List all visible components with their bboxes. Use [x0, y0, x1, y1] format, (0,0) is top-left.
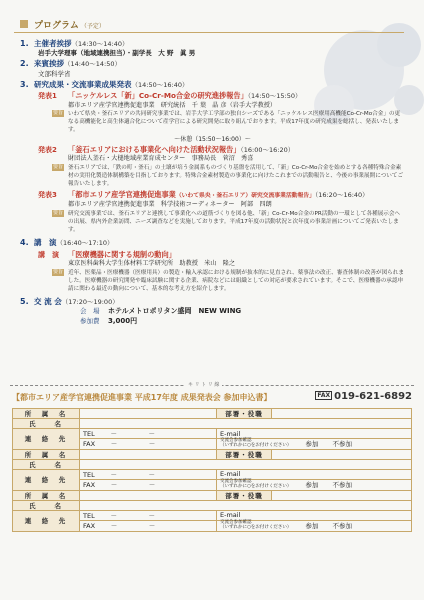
presentation-title: 「ニッケルレス「新」Co-Cr-Mo合金の研究進捗報告」 — [68, 90, 248, 100]
form-row-org — [13, 409, 412, 419]
item-3 — [20, 79, 405, 90]
name-label: 氏 名 — [13, 419, 80, 429]
summary-tag: 要旨 — [53, 268, 64, 275]
form-row-contact — [13, 469, 412, 479]
contact-label: 連 絡 先 — [13, 510, 80, 531]
fax-icon: FAX — [317, 392, 331, 399]
form-row-name — [13, 459, 412, 469]
dash: － — [148, 440, 156, 449]
program-header — [14, 18, 404, 33]
not-attend-option[interactable]: 不参加 — [332, 521, 352, 530]
org-label: 所 属 名 — [13, 490, 80, 500]
program-title: プログラム — [34, 21, 79, 31]
item-time: （14:30～14:40） — [71, 40, 129, 48]
reception-check-note: （いずれかに○をお付けください） — [220, 443, 292, 448]
tel-label: TEL — [83, 511, 95, 520]
dash: － — [148, 430, 155, 438]
presenter-affiliation: 都市エリア産学官連携促進事業 研究統括 千 葉 晶 彦（岩手大学教授） — [68, 101, 277, 109]
lecturer-affiliation: 東京医科歯科大学生体材料工学研究所 助教授 米山 隆之 — [68, 260, 236, 268]
item-detail: 岩手大学理事（地域連携担当）・副学長 大 野 眞 男 — [38, 49, 196, 58]
item-5 — [20, 296, 405, 327]
name-input[interactable] — [80, 500, 412, 510]
lecture-title: 「医療機器に関する規制の動向」 — [68, 249, 176, 259]
reception-check-label: 交流会参加確認 — [220, 438, 252, 444]
presentation-label: 発表3 — [38, 191, 57, 200]
summary-tag: 要旨 — [53, 110, 64, 117]
org-label: 所 属 名 — [13, 409, 80, 419]
presenter-affiliation: 財団法人釜石・大槌地域産業育成センター 事務局長 菅沼 秀喜 — [68, 155, 254, 163]
presentation-summary: 釜石エリアでは、「鉄の町・釜石」の土壌が培う金属系ものづくり基盤を活用して、「新」Co-Cr-Mo合金を始めとする各種特殊合金素材の実用化製造体制構築を目指しております。特殊合金素材製造の事業化に向けたこれまでの活動報告と、今後の事業展開についてご報告いたします。 — [68, 164, 404, 188]
venue-value: ホテルメトロポリタン盛岡 NEW WING — [108, 307, 242, 316]
reception-check[interactable] — [217, 439, 412, 450]
presentation-summary: 研究交流事業では、釜石エリアと連携して事業化への道筋づくりを図る他、「新」Co-Cr-Mo合金のPR活動の一環として各種展示会への出展、県内外企業訪問、ニーズ調査などを実施しております。平成17年度の活動状況と次年度の事業計画についてご発表いたします。 — [68, 210, 401, 234]
email-label: E-mail — [220, 470, 241, 479]
fee-label: 参加費 — [80, 317, 100, 326]
attend-option[interactable]: 参加 — [305, 480, 319, 489]
item-title: 研究成果・交流事業成果発表 — [34, 79, 132, 89]
item-number: 4. — [20, 238, 29, 248]
dash: － — [110, 522, 118, 531]
name-label: 氏 名 — [13, 459, 80, 469]
form-row-org — [13, 449, 412, 459]
item-title: 講 演 — [34, 238, 57, 248]
contact-label: 連 絡 先 — [13, 469, 80, 490]
dept-label: 部署・役職 — [217, 449, 272, 459]
item-title: 来賓挨拶 — [34, 59, 64, 69]
email-field[interactable] — [217, 510, 412, 520]
attend-option[interactable]: 参加 — [305, 440, 319, 448]
item-1 — [20, 38, 405, 58]
dept-label: 部署・役職 — [217, 490, 272, 500]
reception-check-note: （いずれかに○をお付けください） — [220, 483, 292, 489]
program-body — [20, 38, 405, 327]
fax-number: 019-621-6892 — [334, 391, 412, 402]
dept-input[interactable] — [272, 449, 412, 459]
tel-field[interactable] — [80, 429, 217, 439]
form-title: 【都市エリア産学官連携促進事業 平成17年度 成果発表会 参加申込書】 — [12, 393, 272, 402]
reception-check-note: （いずれかに○をお付けください） — [220, 524, 292, 530]
dash: － — [148, 481, 156, 490]
lecture-summary: 近年、医薬品・医療機器（医療用具）の製造・輸入承認における規制が抜本的に見直され、薬事法の改正、審査体制の改善が図られました。医療機器の研究開発や臨床試験に関する企業、病院などには組織としての対応が要求されています。そこで、医療機器の承認申請に関わる最近の動向について、基本的な考え方を紹介します。 — [68, 269, 404, 292]
summary-tag: 要旨 — [53, 209, 64, 216]
dept-label: 部署・役職 — [217, 409, 272, 419]
item-number: 3. — [20, 79, 29, 89]
dash: － — [110, 481, 118, 490]
reception-check-label: 交流会参加確認 — [220, 479, 252, 484]
presentation-2 — [20, 145, 405, 189]
item-2 — [20, 58, 405, 78]
lecture-label: 講 演 — [38, 250, 59, 259]
name-label: 氏 名 — [13, 500, 80, 510]
form-row-contact — [13, 429, 412, 439]
item-title: 主催者挨拶 — [34, 39, 72, 48]
form-row-org — [13, 490, 412, 500]
reception-check-label: 交流会参加確認 — [220, 519, 252, 525]
cut-line-label: キ リ ト リ 線 — [185, 381, 222, 388]
contact-label: 連 絡 先 — [13, 429, 80, 450]
org-input[interactable] — [80, 449, 217, 459]
org-input[interactable] — [80, 409, 217, 419]
fax-field[interactable] — [80, 479, 217, 490]
email-label: E-mail — [220, 429, 241, 438]
reception-check[interactable] — [217, 479, 412, 490]
dash: － — [110, 440, 118, 449]
dash: － — [110, 511, 117, 520]
form-row-name — [13, 419, 412, 429]
presentation-summary: いわて県央・釜石エリアの共同研究事業では、岩手大学工学部の独自シーズである「ニッケルレス医療用高機能Co-Cr-Mo合金」の更なる高機能化と高生体適合化について産学官による研究開発に取り組んでおります。平成17年度の研究成果を総括し、発表いたします。 — [68, 111, 401, 134]
fax-label: FAX — [83, 440, 96, 449]
form-row-contact — [13, 510, 412, 520]
form-header — [12, 392, 414, 406]
presentation-label: 発表1 — [38, 91, 57, 100]
venue-label: 会 場 — [80, 307, 100, 316]
presentation-title-cont: （いわて県央・釜石エリア）研究交流事業活動報告」 — [175, 193, 315, 200]
item-number: 2. — [20, 59, 29, 69]
not-attend-option[interactable]: 不参加 — [332, 480, 352, 489]
item-time: （16:40～17:10） — [56, 239, 114, 248]
header-square-icon — [20, 20, 28, 28]
tel-field[interactable] — [80, 469, 217, 479]
dept-input[interactable] — [272, 409, 412, 419]
dash: － — [148, 522, 156, 531]
name-input[interactable] — [80, 419, 412, 429]
fax-field[interactable] — [80, 520, 217, 531]
presentation-3 — [20, 190, 405, 234]
fax-label: FAX — [83, 481, 96, 490]
email-label: E-mail — [220, 511, 241, 520]
org-input[interactable] — [80, 490, 217, 500]
item-number: 5. — [20, 297, 29, 307]
fax-label: FAX — [83, 522, 96, 531]
item-time: （14:50～16:40） — [131, 80, 189, 89]
not-attend-option[interactable]: 不参加 — [332, 440, 352, 448]
dept-input[interactable] — [272, 490, 412, 500]
email-field[interactable] — [217, 469, 412, 479]
name-input[interactable] — [80, 459, 412, 469]
item-title: 交 流 会 — [34, 297, 62, 307]
presentation-1 — [20, 91, 405, 135]
break-notice: ～休憩（15:50～16:00）～ — [174, 135, 251, 143]
fee-value: 3,000円 — [108, 317, 138, 326]
org-label: 所 属 名 — [13, 449, 80, 459]
presenter-affiliation: 都市エリア産学官連携促進事業 科学技術コーディネーター 阿部 四朗 — [68, 201, 272, 209]
form-row-name — [13, 500, 412, 510]
attend-option[interactable]: 参加 — [305, 521, 319, 530]
program-note: （予定） — [80, 23, 105, 30]
tel-field[interactable] — [80, 510, 217, 520]
item-time: （17:20～19:00） — [61, 298, 119, 307]
summary-tag: 要旨 — [53, 163, 64, 170]
dash: － — [148, 511, 155, 520]
dash: － — [110, 430, 117, 438]
email-field[interactable] — [217, 429, 412, 439]
reception-check[interactable] — [217, 520, 412, 531]
presentation-time: （16:00～16:20） — [240, 145, 295, 154]
dash: － — [110, 470, 117, 479]
dash: － — [148, 470, 155, 479]
tel-label: TEL — [83, 430, 95, 438]
fax-field[interactable] — [80, 439, 217, 450]
item-time: （14:40～14:50） — [64, 60, 121, 69]
presentation-time: （14:50～15:50） — [247, 91, 302, 100]
application-form — [12, 408, 412, 532]
presentation-time: （16:20～16:40） — [314, 191, 369, 200]
presentation-title: 「都市エリア産学官連携促進事業 — [68, 190, 176, 200]
presentation-title: 「釜石エリアにおける事業化へ向けた活動状況報告」 — [68, 144, 241, 154]
tel-label: TEL — [83, 470, 95, 479]
item-4 — [20, 237, 405, 293]
presentation-label: 発表2 — [38, 145, 57, 154]
item-number: 1. — [20, 39, 29, 48]
item-detail: 文部科学省 — [38, 69, 71, 78]
